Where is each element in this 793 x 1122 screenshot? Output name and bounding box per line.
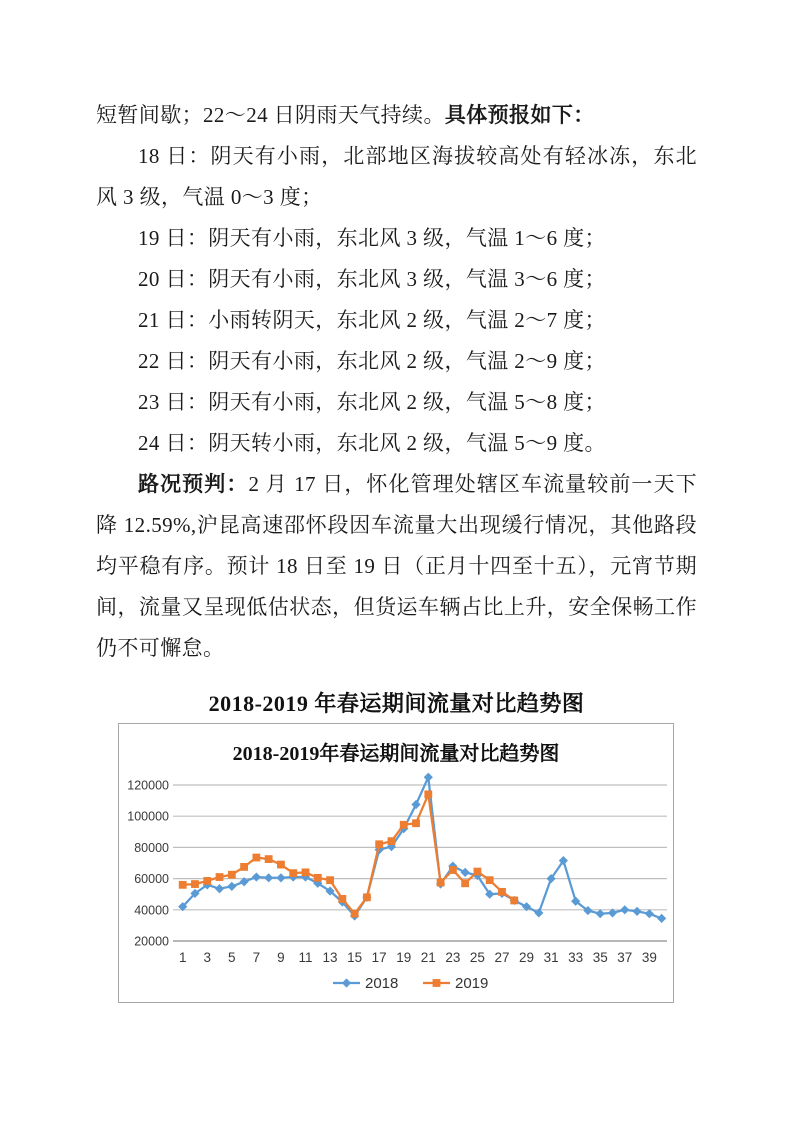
forecast-line-24: 24 日：阴天转小雨，东北风 2 级，气温 5～9 度。 — [138, 431, 606, 455]
x-tick-label: 35 — [592, 950, 608, 965]
figure-title: 2018-2019 年春运期间流量对比趋势图 — [208, 691, 585, 716]
forecast-line-22: 22 日：阴天有小雨，东北风 2 级，气温 2～9 度； — [138, 349, 606, 373]
series-line-2019 — [183, 794, 515, 913]
data-point-marker — [596, 909, 605, 918]
x-tick-label: 23 — [445, 950, 461, 965]
x-tick-label: 5 — [228, 950, 236, 965]
data-point-marker — [449, 866, 457, 874]
paragraph-weather-summary — [96, 95, 697, 136]
x-axis-labels — [179, 950, 657, 965]
data-point-marker — [645, 909, 654, 918]
data-point-marker — [276, 873, 285, 882]
traffic-trend-chart — [118, 723, 674, 1003]
data-point-marker — [474, 868, 482, 876]
y-tick-label: 20000 — [134, 934, 169, 949]
data-point-marker — [215, 884, 224, 893]
x-tick-label: 13 — [322, 950, 338, 965]
chart-title: 2018-2019年春运期间流量对比趋势图 — [232, 743, 560, 765]
forecast-line-20: 20 日：阴天有小雨，东北风 3 级，气温 3～6 度； — [138, 267, 606, 291]
data-point-marker — [227, 882, 236, 891]
data-point-marker — [203, 877, 211, 885]
document-text — [96, 95, 697, 719]
data-point-marker — [388, 837, 396, 845]
chart-legend — [333, 975, 488, 992]
x-tick-label: 33 — [568, 950, 584, 965]
data-point-marker — [252, 872, 261, 881]
data-point-marker — [375, 840, 383, 848]
data-point-marker — [424, 790, 432, 798]
x-tick-label: 25 — [469, 950, 485, 965]
data-point-marker — [363, 893, 371, 901]
data-point-marker — [498, 888, 506, 896]
data-point-marker — [289, 869, 297, 877]
x-tick-label: 29 — [519, 950, 535, 965]
road-forecast-text: 2 月 17 日，怀化管理处辖区车流量较前一天下降 12.59%,沪昆高速邵怀段因车流量大出现缓行情况，其他路段均平稳有序。预计 18 日至 19 日（正月十四至十五），元宵节期间，流量又呈现低估状态，但货运车辆占比上升，安全保畅工作仍不可懈怠。 — [96, 472, 697, 660]
x-tick-label: 31 — [543, 950, 559, 965]
data-point-marker — [228, 871, 236, 879]
x-tick-label: 37 — [617, 950, 633, 965]
data-point-marker — [461, 868, 470, 877]
series-2019 — [179, 790, 518, 917]
data-point-marker — [338, 895, 346, 903]
y-axis-labels — [127, 779, 169, 949]
x-tick-label: 7 — [252, 950, 261, 965]
y-tick-label: 80000 — [134, 840, 169, 855]
data-point-marker — [342, 978, 351, 987]
legend-item-2019 — [423, 975, 488, 992]
forecast-line-21: 21 日：小雨转阴天，东北风 2 级，气温 2～7 度； — [138, 308, 606, 332]
weather-summary-text: 短暂间歇；22～24 日阴雨天气持续。 — [96, 103, 445, 127]
data-point-marker — [486, 876, 494, 884]
y-tick-label: 60000 — [134, 872, 169, 887]
data-point-marker — [265, 855, 273, 863]
x-tick-label: 3 — [203, 950, 212, 965]
traffic-trend-chart-canvas — [119, 724, 673, 1002]
data-point-marker — [620, 905, 629, 914]
x-tick-label: 15 — [347, 950, 363, 965]
data-point-marker — [240, 863, 248, 871]
x-tick-label: 11 — [298, 950, 313, 965]
forecast-line-18: 18 日：阴天有小雨，北部地区海拔较高处有轻冰冻，东北风 3 级，气温 0～3 度； — [96, 144, 697, 209]
data-point-marker — [277, 861, 285, 869]
x-tick-label: 39 — [641, 950, 657, 965]
legend-label: 2018 — [365, 975, 399, 992]
data-point-marker — [191, 880, 199, 888]
data-point-marker — [437, 879, 445, 887]
data-point-marker — [314, 874, 322, 882]
x-tick-label: 21 — [420, 950, 436, 965]
data-point-marker — [264, 873, 273, 882]
legend-item-2018 — [333, 975, 398, 992]
forecast-line-23: 23 日：阴天有小雨，东北风 2 级，气温 5～8 度； — [138, 390, 606, 414]
data-point-marker — [179, 881, 187, 889]
data-point-marker — [412, 819, 420, 827]
data-point-marker — [252, 854, 260, 862]
data-point-marker — [351, 910, 359, 918]
data-point-marker — [461, 879, 469, 887]
data-point-marker — [424, 773, 433, 782]
paragraph-road-forecast — [96, 464, 697, 669]
data-point-marker — [433, 979, 441, 987]
y-tick-label: 120000 — [127, 778, 169, 793]
x-tick-label: 17 — [371, 950, 387, 965]
x-tick-label: 9 — [277, 950, 285, 965]
data-point-marker — [411, 800, 420, 809]
x-tick-label: 27 — [494, 950, 510, 965]
data-point-marker — [326, 876, 334, 884]
x-tick-label: 19 — [396, 950, 412, 965]
data-point-marker — [657, 914, 666, 923]
data-point-marker — [302, 868, 310, 876]
data-point-marker — [400, 821, 408, 829]
data-point-marker — [510, 897, 518, 905]
forecast-heading: 具体预报如下： — [444, 103, 595, 127]
data-point-marker — [632, 907, 641, 916]
legend-label: 2019 — [455, 975, 489, 992]
road-forecast-label: 路况预判： — [138, 472, 249, 496]
forecast-line-19: 19 日：阴天有小雨，东北风 3 级，气温 1～6 度； — [138, 226, 606, 250]
x-tick-label: 1 — [178, 950, 187, 965]
y-tick-label: 40000 — [134, 903, 169, 918]
y-tick-label: 100000 — [127, 809, 169, 824]
data-point-marker — [216, 873, 224, 881]
